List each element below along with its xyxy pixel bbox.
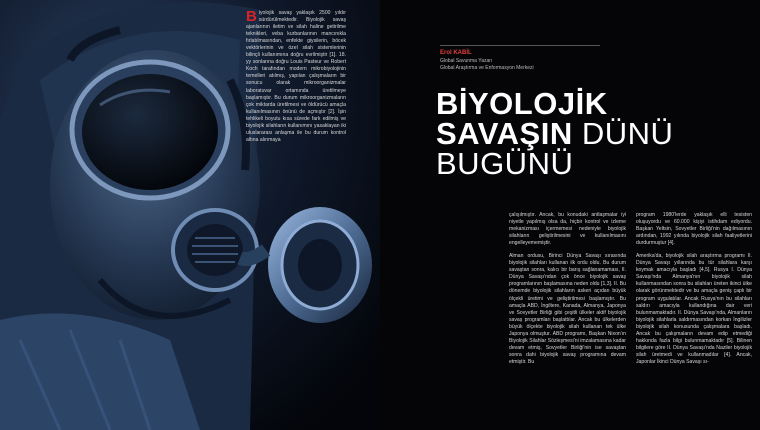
author-role: Global Savunma Yazarı — [440, 58, 493, 64]
title-bold-word: SAVAŞIN — [436, 116, 573, 151]
author-name: Erol KABİL — [440, 50, 472, 56]
body-column-2 — [636, 212, 752, 372]
body-paragraph: Amerika'da, biyolojik silah araştırma programı II. Dünya Savaşı yıllarında bu tür silahlara karşı koymak amacıyla başladı [4,5]. Rusya I. Dünya Savaşı'nda Almanya'nın biyolojik silah kullanmasından sonra bu silahları üreten ikinci ülke olarak görünmektedir ve bu amaçla geniş çaplı bir program uygulatılar. Ancak Rusya'nın bu silahları saldırı amacıyla kullandığına dair veri bulunmamaktadır. II. Dünya Savaşı'nda, Almanların biyolojik silahlarla saldırmasından korkan İngilizler biyolojik silah konusunda çalışmalara başladı. Ancak bu çalışmaların devam edip etmediği hakkında fazla bilgi bulunmamaktadır [5]. Bilinen bilgilere göre II. Dünya Savaşı'nda Naziler biyolojik silah üretmedi ve kullanmadılar [4]. Ancak, Japonlar İkinci Dünya Savaşı sı- — [636, 253, 752, 365]
body-paragraph: Alman ordusu, Birinci Dünya Savaşı sırasında biyolojik silahları kullanan ilk ordu oldu. Bu durum savaştan sonra, kalıcı bir barış sağlanamaması, II. Dünya Savaşı'ndan çok önce biyolojik savaş programlarının başlamasına neden oldu [1,3]. II. Bu dönemde biyolojik silahların askeri açıdan büyük ölçekli üretimi ve geliştirilmesi başlamıştır. Bu amaçla ABD, İngiltere, Kanada, Almanya, Japonya ve Sovyetler Birliği gibi çeşitli ülkeler aktif biyolojik savaş programları başlattılar. Ancak bu ülkelerden büyük ölçekte biyolojik silah kullanan tek ülke Japonya olmuştur. ABD programı, Başkan Nixon'ın Biyolojik Silahlar Sözleşmesi'ni imzalamasına kadar devam etmiş, Sovyetler Birliği'nin ise savaştan sonra dahi biyolojik savaş programına devam etmiştir. Bu — [509, 253, 626, 365]
intro-text: iyolojik savaş yaklaşık 2500 yıldır sürdürülmektedir. Biyolojik savaş ajanlarının iletim ve silah haline getirilme teknikleri, veba kurbanlarının mancınıkla fırlatılmasından, enfekte giysilerin, böcek vektörlerinin ve özel silah sistemlerinin bilinçli kullanımına doğru evrilmiştir [1]. 18. yy sonlarına doğru Louis Pasteur ve Robert Koch tarafından modern mikrobiyolojinin temelleri atılmış, yapılan çalışmaların bir sonucu olarak mikroorganizmalar laboratuvar ortamında üretilmeye başlamıştır. Bu durum mikroorganizmaların çok miktarda üretilmesi ve öldürücü amaçla kullanılmasının önünü de açmıştır [2]. İşin tehlikeli boyutu kısa sürede fark edilmiş ve biyolojik silahların kullanımını yasaklayan iki uluslararası anlaşma ile bu durum kontrol altına alınmaya — [246, 10, 346, 143]
author-organization: Global Araştırma ve Enformasyon Merkezi — [440, 64, 534, 71]
intro-paragraph — [246, 10, 346, 144]
title-line-3: BUGÜNÜ — [436, 146, 574, 181]
title-line-1: BİYOLOJİK — [436, 86, 608, 121]
body-column-1 — [509, 212, 626, 372]
title-light-word: DÜNÜ — [581, 116, 674, 151]
author-block — [440, 45, 600, 72]
body-paragraph: program 1980'lerde yaklaşık elli tesisten oluşuyordu ve 60.000 kişiyi istihdam ediyordu. Başkan Yeltsin, Sovyetler Birliği'nin dağılmasının ardından, 1992 yılında biyolojik silah faaliyetlerini durdurmuştur [4]. — [636, 212, 752, 247]
drop-cap: B — [246, 8, 257, 25]
body-paragraph: çalışılmıştır. Ancak, bu konudaki antlaşmalar iyi niyetle yapılmış olsa da, hiçbir kontrol ve izleme mekanizması içermemesi nedeniyle biyolojik silahların geliştirilmesini ve kullanılmasını engelleyememiştir. — [509, 212, 626, 247]
